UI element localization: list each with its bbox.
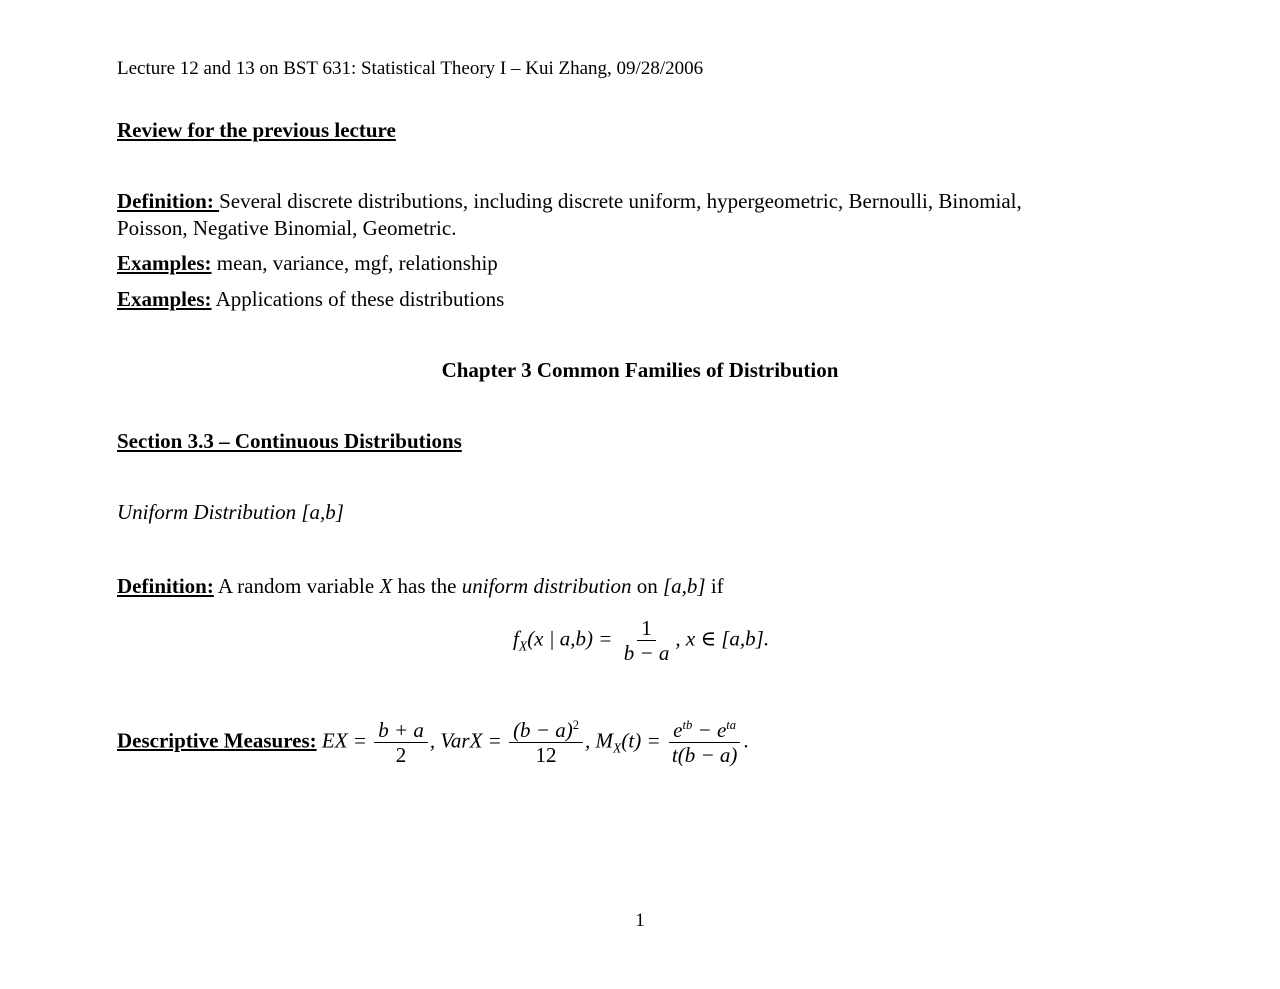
descriptive-measures	[117, 718, 749, 767]
uniform-name: Uniform Distribution	[117, 500, 297, 524]
definition-text: if	[705, 574, 724, 598]
mgf-numerator	[669, 718, 740, 743]
mgf-exp-base: e	[673, 718, 683, 742]
definition-paragraph	[117, 189, 1022, 214]
review-heading: Review for the previous lecture	[117, 118, 396, 142]
mgf-args: (t) =	[621, 728, 661, 753]
mgf-fraction	[668, 718, 742, 767]
mgf-denominator: t(b − a)	[671, 743, 738, 768]
mgf-exponent-tb: tb	[682, 718, 693, 732]
examples-paragraph-2	[117, 287, 504, 312]
variance-lhs: , VarX =	[429, 728, 502, 753]
mgf-exp-base: − e	[692, 718, 727, 742]
definition-text: has the	[392, 574, 462, 598]
page-header: Lecture 12 and 13 on BST 631: Statistical Theory I – Kui Zhang, 09/28/2006	[117, 58, 704, 79]
examples-paragraph-1	[117, 251, 498, 276]
mean-numerator: b + a	[374, 718, 428, 743]
pdf-denominator: b − a	[623, 641, 670, 666]
random-variable: X	[379, 574, 393, 598]
uniform-term: uniform distribution	[461, 574, 632, 598]
mgf-subscript: X	[613, 740, 622, 756]
mgf-lhs: , M	[585, 728, 614, 753]
variance-numerator-base: (b − a)	[513, 718, 573, 742]
formula-end: .	[743, 728, 749, 753]
section-title: Section 3.3 – Continuous Distributions	[117, 429, 462, 453]
pdf-symbol: f	[513, 626, 519, 651]
pdf-fraction	[620, 616, 674, 665]
examples-label: Examples:	[117, 251, 212, 275]
variance-exponent: 2	[572, 718, 580, 732]
variance-fraction	[509, 718, 583, 767]
examples-text: Applications of these distributions	[211, 287, 505, 311]
mgf-exponent-ta: ta	[726, 718, 737, 732]
pdf-domain: , x ∈ [a,b].	[675, 626, 770, 651]
examples-label: Examples:	[117, 287, 212, 311]
interval: [a,b]	[662, 574, 706, 598]
descriptive-label: Descriptive Measures:	[117, 728, 317, 753]
mean-lhs: EX =	[321, 728, 367, 753]
definition-uniform	[117, 574, 724, 599]
variance-denominator: 12	[535, 743, 557, 768]
definition-line-1: Several discrete distributions, including discrete uniform, hypergeometric, Bernoulli, Binomial,	[219, 189, 1022, 213]
uniform-heading	[117, 500, 344, 525]
pdf-args: (x | a,b) =	[527, 626, 613, 651]
pdf-formula	[513, 616, 769, 665]
variance-numerator	[509, 718, 583, 743]
definition-continuation: Poisson, Negative Binomial, Geometric.	[117, 216, 457, 240]
chapter-title: Chapter 3 Common Families of Distribution	[441, 358, 839, 382]
definition-text: on	[631, 574, 663, 598]
mean-fraction	[374, 718, 428, 767]
uniform-interval: [a,b]	[301, 500, 344, 524]
page-number: 1	[635, 910, 645, 931]
pdf-subscript: X	[518, 638, 528, 654]
definition-label: Definition:	[117, 189, 220, 213]
pdf-numerator: 1	[637, 616, 656, 641]
mean-denominator: 2	[395, 743, 407, 768]
examples-text: mean, variance, mgf, relationship	[211, 251, 498, 275]
definition-label: Definition:	[117, 574, 214, 598]
definition-text: A random variable	[213, 574, 380, 598]
